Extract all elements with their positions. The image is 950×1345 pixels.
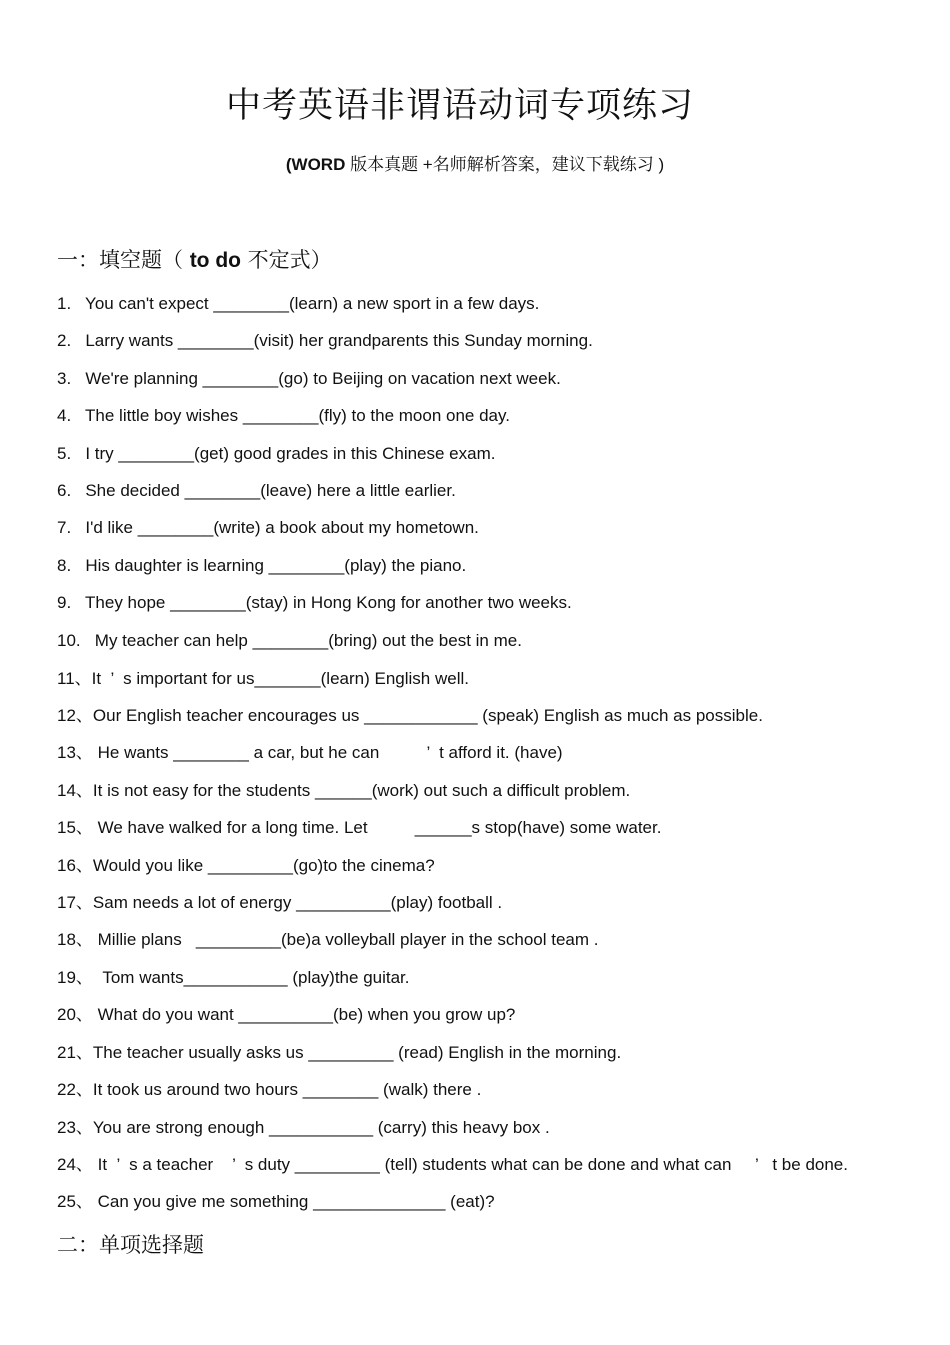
section1-bold: to do	[189, 249, 241, 272]
question-item: 22、It took us around two hours ________ (walk) there .	[57, 1080, 482, 1099]
subtitle-open: (	[285, 155, 292, 174]
question-item: 17、Sam needs a lot of energy __________(play) football .	[57, 893, 503, 912]
question-item: 9. They hope ________(stay) in Hong Kong for another two weeks.	[57, 593, 572, 612]
question-item: 12、Our English teacher encourages us ____________ (speak) English as much as possible.	[57, 706, 763, 725]
question-item: 24、 It ’ s a teacher ’ s duty _________ (tell) students what can be done and what can ’ t be done.	[57, 1155, 848, 1174]
subtitle-rest: 版本真题 +名师解析答案，建议下载练习 )	[345, 155, 665, 174]
question-item: 3. We're planning ________(go) to Beijing on vacation next week.	[57, 369, 561, 388]
section-heading-fill-in	[57, 244, 332, 274]
question-item: 25、 Can you give me something ______________ (eat)?	[57, 1192, 495, 1211]
section1-prefix: 一：填空题（	[57, 248, 190, 272]
section1-suffix: 不定式）	[241, 248, 332, 272]
question-item: 21、The teacher usually asks us _________ (read) English in the morning.	[57, 1043, 622, 1062]
question-item: 13、 He wants ________ a car, but he can ’ t afford it. (have)	[57, 743, 563, 762]
question-item: 18、 Millie plans _________(be)a volleyball player in the school team .	[57, 930, 599, 949]
question-item: 8. His daughter is learning ________(play) the piano.	[57, 556, 467, 575]
question-item: 16、Would you like _________(go)to the cinema?	[57, 856, 435, 875]
question-item: 14、It is not easy for the students ______(work) out such a difficult problem.	[57, 781, 631, 800]
question-item: 10. My teacher can help ________(bring) out the best in me.	[57, 631, 522, 650]
question-item: 6. She decided ________(leave) here a little earlier.	[57, 481, 456, 500]
question-item: 20、 What do you want __________(be) when you grow up?	[57, 1005, 516, 1024]
question-item: 1. You can't expect ________(learn) a new sport in a few days.	[57, 294, 540, 313]
question-item: 2. Larry wants ________(visit) her grandparents this Sunday morning.	[57, 331, 593, 350]
question-item: 5. I try ________(get) good grades in this Chinese exam.	[57, 444, 496, 463]
question-item: 23、You are strong enough ___________ (carry) this heavy box .	[57, 1118, 550, 1137]
question-item: 7. I'd like ________(write) a book about my hometown.	[57, 518, 479, 537]
question-item: 4. The little boy wishes ________(fly) to the moon one day.	[57, 406, 510, 425]
question-item: 19、 Tom wants___________ (play)the guitar.	[57, 968, 410, 987]
section-heading-multiple-choice: 二：单项选择题	[57, 1233, 204, 1257]
question-item: 15、 We have walked for a long time. Let ______s stop(have) some water.	[57, 818, 662, 837]
question-item: 11、It ’ s important for us_______(learn) English well.	[57, 669, 469, 688]
subtitle-word: WORD	[291, 155, 346, 174]
document-subtitle	[0, 150, 950, 175]
document-title: 中考英语非谓语动词专项练习	[225, 86, 694, 126]
